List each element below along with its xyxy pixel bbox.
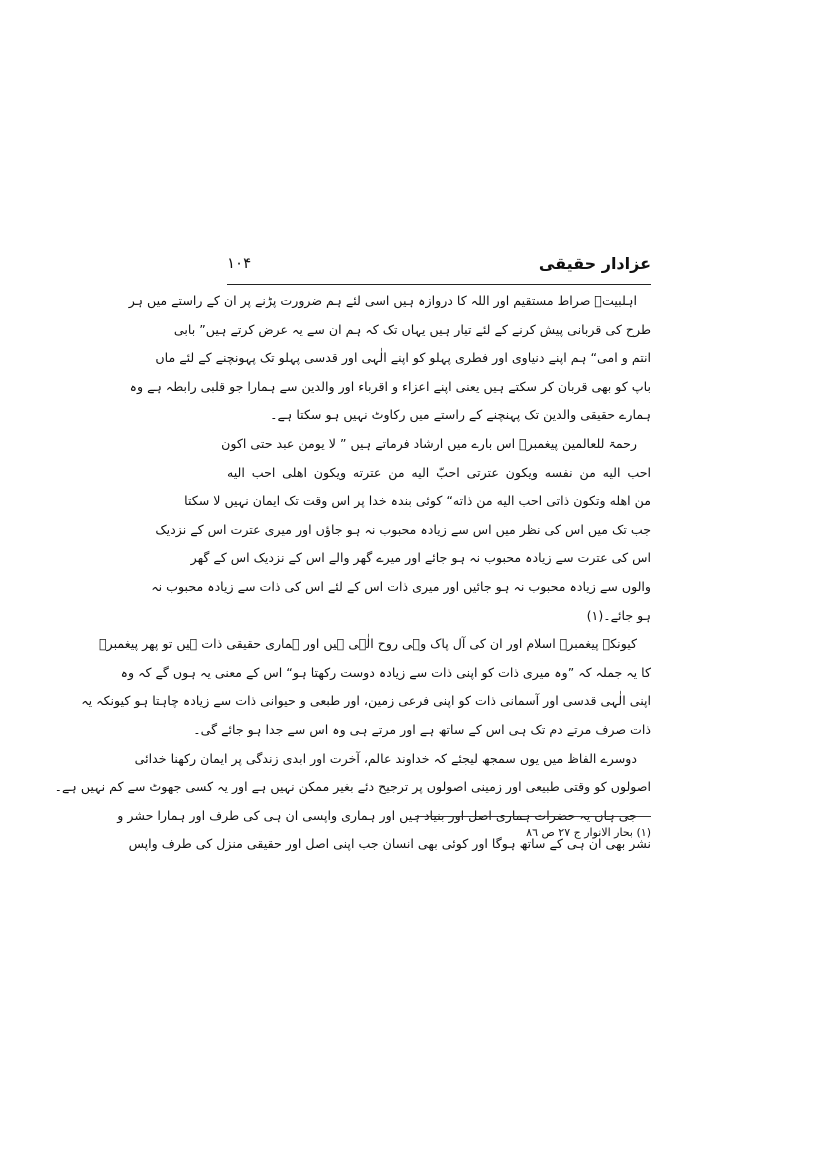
- text-line: اپنی الٰہی قدسی اور آسمانی ذات کو اپنی فرعی زمین، اور طبعی و حیوانی ذات سے زیادہ چاہتا ہو کیونکہ یہ: [81, 693, 651, 709]
- text-line: انتم و امی“ ہم اپنے دنیاوی اور فطری پہلو کو اپنے الٰہی اور قدسی پہلو تک پہونچنے کے لئے ماں: [155, 350, 651, 366]
- text-line: من اهله وتکون ذاتی احب الیه من ذاته“ کوئی بندہ خدا پر اس وقت تک ایمان نہیں لا سکتا: [184, 493, 651, 509]
- text-line: ہو جائے۔(۱): [586, 607, 651, 623]
- text-line: کیونکہ پیغمبرؐ اسلام اور ان کی آل پاک وہی روح الٰہی ہیں اور ہماری حقیقی ذات ہیں تو پھر پیغمبرؐ: [99, 636, 637, 652]
- text-line: جی ہاں یہ حضرات ہماری اصل اور بنیاد ہیں اور ہماری واپسی ان ہی کی طرف اور ہمارا حشر و: [117, 807, 637, 823]
- text-line: نشر بھی ان ہی کے ساتھ ہوگا اور کوئی بھی انسان جب اپنی اصل اور حقیقی منزل کی طرف واپس: [128, 836, 651, 852]
- text-line: احب الیه من نفسه ویکون عترتی احبّ الیه من عترته ویکون اهلی احب الیه: [227, 464, 651, 480]
- footnote-divider: [415, 816, 651, 817]
- text-line: جب تک میں اس کی نظر میں اس سے زیادہ محبوب نہ ہو جاؤں اور میری عترت اس کے نزدیک: [155, 521, 651, 537]
- text-line: باپ کو بھی قربان کر سکتے ہیں یعنی اپنے اعزاء و اقرباء اور والدین سے ہمارا جو قلبی رابطہ ہے وہ: [129, 378, 651, 394]
- text-line: اہلبیتؑ صراط مستقیم اور اللہ کا دروازہ ہیں اسی لئے ہم ضرورت پڑنے پر ان کے راستے میں ہر: [128, 293, 637, 308]
- running-header: [227, 250, 651, 285]
- text-line: والوں سے زیادہ محبوب نہ ہو جائیں اور میری ذات اس کے لئے اس کی ذات سے زیادہ محبوب نہ: [151, 578, 651, 594]
- text-line: ذات صرف مرتے دم تک ہی اس کے ساتھ ہے اور مرتے ہی وہ اس سے جدا ہو جائے گی۔: [193, 721, 651, 737]
- text-line: اس کی عترت سے زیادہ محبوب نہ ہو جائے اور میرے گھر والے اس کے نزدیک اس کے گھر: [190, 550, 651, 566]
- text-line: دوسرے الفاظ میں یوں سمجھ لیجئے کہ خداوند عالم، آخرت اور ابدی زندگی پر ایمان رکھنا خدائی: [134, 750, 637, 766]
- text-line: ہمارے حقیقی والدین تک پہنچنے کے راستے میں رکاوٹ نہیں ہو سکتا ہے۔: [270, 407, 651, 423]
- text-line: طرح کی قربانی پیش کرنے کے لئے تیار ہیں یہاں تک کہ ہم ان سے یہ عرض کرتے ہیں” بابی: [173, 321, 651, 337]
- body-text: [54, 287, 651, 859]
- book-page: [54, 250, 651, 859]
- page-number: ۱۰۴: [227, 254, 252, 272]
- running-title: عزادار حقیقی: [538, 254, 651, 273]
- text-line: کا یہ جملہ کہ ”وہ میری ذات کو اپنی ذات سے زیادہ دوست رکھتا ہو“ اس کے معنی یہ ہوں گے کہ وہ: [120, 664, 651, 680]
- text-line: اصولوں کو وقتی طبیعی اور زمینی اصولوں پر ترجیح دئے بغیر ممکن نہیں ہے اور یہ کسی جھوٹ سے کم نہیں ہے۔: [54, 779, 651, 795]
- text-line: رحمۃ للعالمین پیغمبرؐ اس بارے میں ارشاد فرماتے ہیں ” لا یومن عبد حتی اکون: [221, 435, 637, 451]
- footnote: (۱) بحار الانوار ج ۲۷ ص ۸٦: [526, 826, 651, 839]
